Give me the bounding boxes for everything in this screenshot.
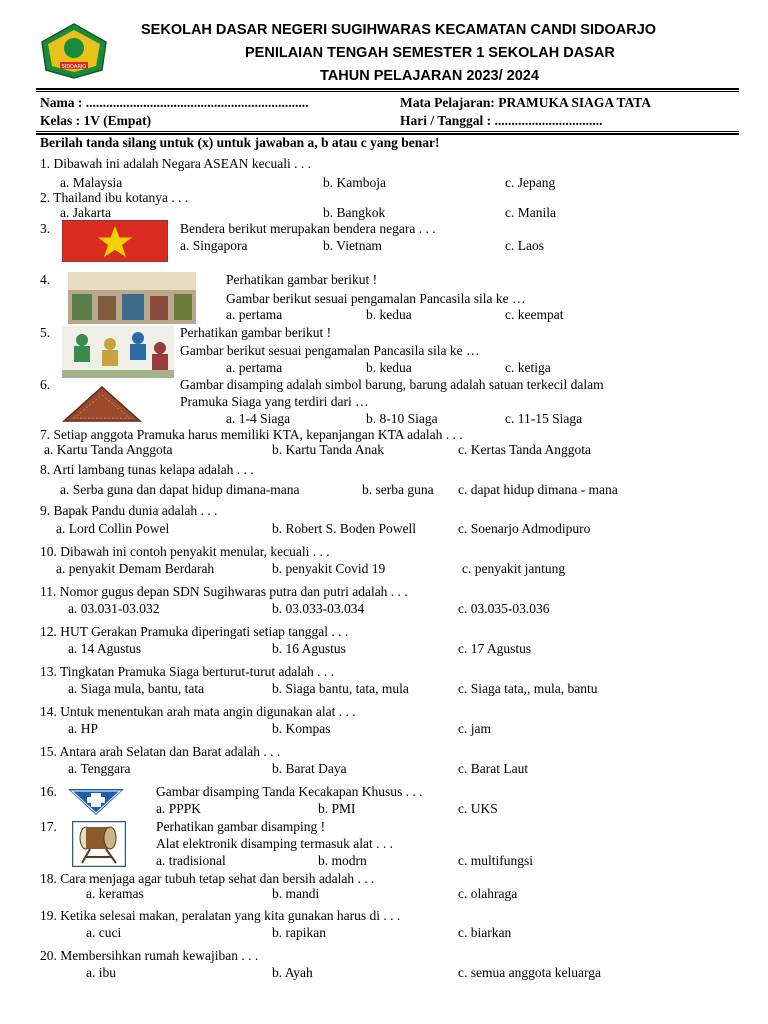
question-5-number: 5. xyxy=(40,325,51,340)
q5-option-c: c. ketiga xyxy=(505,360,551,375)
q3-option-a: a. Singapora xyxy=(180,238,248,253)
question-4: Perhatikan gambar berikut ! xyxy=(226,272,378,287)
question-3: Bendera berikut merupakan bendera negara . . . xyxy=(180,221,436,236)
q5-option-a: a. pertama xyxy=(226,360,283,375)
q7-option-c: c. Kertas Tanda Anggota xyxy=(458,442,592,457)
q13-option-a: a. Siaga mula, bantu, tata xyxy=(68,681,205,696)
question-3-number: 3. xyxy=(40,221,51,236)
vietnam-flag-image xyxy=(62,220,168,262)
q4-option-a: a. pertama xyxy=(226,307,283,322)
q15-option-c: c. Barat Laut xyxy=(458,761,529,776)
q2-option-c: c. Manila xyxy=(505,205,556,220)
instruction: Berilah tanda silang untuk (x) untuk jawaban a, b atau c yang benar! xyxy=(40,135,440,150)
q1-option-a: a. Malaysia xyxy=(60,175,123,190)
field-kelas: Kelas : 1V (Empat) xyxy=(40,113,152,128)
q19-option-a: a. cuci xyxy=(86,925,122,940)
question-12: 12. HUT Gerakan Pramuka diperingati setiap tanggal . . . xyxy=(40,624,349,639)
q10-option-a: a. penyakit Demam Berdarah xyxy=(56,561,215,576)
school-logo xyxy=(38,22,110,80)
question-17: Perhatikan gambar disamping ! xyxy=(156,819,326,834)
header-divider-thick xyxy=(36,88,739,90)
q8-option-c: c. dapat hidup dimana - mana xyxy=(458,482,618,497)
q13-option-c: c. Siaga tata,, mula, bantu xyxy=(458,681,598,696)
q12-option-a: a. 14 Agustus xyxy=(68,641,142,656)
q16-option-b: b. PMI xyxy=(318,801,356,816)
question-10: 10. Dibawah ini contoh penyakit menular, kecuali . . . xyxy=(40,544,330,559)
info-divider-thin xyxy=(36,131,739,132)
q20-option-b: b. Ayah xyxy=(272,965,313,980)
question-11: 11. Nomor gugus depan SDN Sugihwaras putra dan putri adalah . . . xyxy=(40,584,408,599)
q6-option-b: b. 8-10 Siaga xyxy=(366,411,438,426)
barung-triangle-image xyxy=(62,385,142,423)
question-19: 19. Ketika selesai makan, peralatan yang kita gunakan harus di . . . xyxy=(40,908,401,923)
question-20: 20. Membersihkan rumah kewajiban . . . xyxy=(40,948,259,963)
q15-option-a: a. Tenggara xyxy=(68,761,131,776)
q6-option-a: a. 1-4 Siaga xyxy=(226,411,291,426)
q12-option-c: c. 17 Agustus xyxy=(458,641,532,656)
logo-text: SIDOARJO xyxy=(61,64,87,70)
question-5: Perhatikan gambar berikut ! xyxy=(180,325,332,340)
q11-option-c: c. 03.035-03.036 xyxy=(458,601,550,616)
header-line-3: TAHUN PELAJARAN 2023/ 2024 xyxy=(320,68,539,84)
q7-option-a: a. Kartu Tanda Anggota xyxy=(44,442,173,457)
q3-option-b: b. Vietnam xyxy=(323,238,382,253)
question-5-line2: Gambar berikut sesuai pengamalan Pancasila sila ke … xyxy=(180,343,480,358)
q13-option-b: b. Siaga bantu, tata, mula xyxy=(272,681,409,696)
q15-option-b: b. Barat Daya xyxy=(272,761,347,776)
q2-option-b: b. Bangkok xyxy=(323,205,386,220)
q1-option-c: c. Jepang xyxy=(505,175,556,190)
q4-option-c: c. keempat xyxy=(505,307,564,322)
q4-option-b: b. kedua xyxy=(366,307,412,322)
q17-option-b: b. modrn xyxy=(318,853,367,868)
q17-option-c: c. multifungsi xyxy=(458,853,533,868)
q9-option-c: c. Soenarjo Admodipuro xyxy=(458,521,591,536)
q18-option-b: b. mandi xyxy=(272,886,320,901)
q9-option-a: a. Lord Collin Powel xyxy=(56,521,170,536)
q8-option-b: b. serba guna xyxy=(362,482,434,497)
q9-option-b: b. Robert S. Boden Powell xyxy=(272,521,416,536)
question-9: 9. Bapak Pandu dunia adalah . . . xyxy=(40,503,218,518)
q5-photo-image xyxy=(62,326,174,378)
q14-option-a: a. HP xyxy=(68,721,98,736)
q20-option-c: c. semua anggota keluarga xyxy=(458,965,601,980)
q5-option-b: b. kedua xyxy=(366,360,412,375)
question-13: 13. Tingkatan Pramuka Siaga berturut-turut adalah . . . xyxy=(40,664,334,679)
q11-option-a: a. 03.031-03.032 xyxy=(68,601,160,616)
q10-option-c: c. penyakit jantung xyxy=(462,561,566,576)
field-hari: Hari / Tanggal : ................................ xyxy=(400,113,603,128)
q2-option-a: a. Jakarta xyxy=(60,205,111,220)
q1-option-b: b. Kamboja xyxy=(323,175,386,190)
q3-option-c: c. Laos xyxy=(505,238,544,253)
q7-option-b: b. Kartu Tanda Anak xyxy=(272,442,385,457)
question-4-number: 4. xyxy=(40,272,51,287)
question-18: 18. Cara menjaga agar tubuh tetap sehat dan bersih adalah . . . xyxy=(40,871,375,886)
header-divider-thin xyxy=(36,91,739,92)
q16-option-c: c. UKS xyxy=(458,801,498,816)
question-17-line2: Alat elektronik disamping termasuk alat . . . xyxy=(156,836,393,851)
q19-option-c: c. biarkan xyxy=(458,925,512,940)
q19-option-b: b. rapikan xyxy=(272,925,326,940)
question-1: 1. Dibawah ini adalah Negara ASEAN kecuali . . . xyxy=(40,156,312,171)
q18-option-c: c. olahraga xyxy=(458,886,518,901)
q6-option-c: c. 11-15 Siaga xyxy=(505,411,583,426)
header-line-1: SEKOLAH DASAR NEGERI SUGIHWARAS KECAMATAN CANDI SIDOARJO xyxy=(141,22,657,38)
question-8: 8. Arti lambang tunas kelapa adalah . . . xyxy=(40,462,254,477)
question-4-line2: Gambar berikut sesuai pengamalan Pancasila sila ke … xyxy=(226,291,526,306)
pppk-badge-icon xyxy=(68,789,124,815)
question-6-line2: Pramuka Siaga yang terdiri dari … xyxy=(180,394,369,409)
question-16-number: 16. xyxy=(40,784,57,799)
question-16: Gambar disamping Tanda Kecakapan Khusus . . . xyxy=(156,784,423,799)
bedug-drum-image xyxy=(72,821,126,867)
q20-option-a: a. ibu xyxy=(86,965,116,980)
question-6-number: 6. xyxy=(40,377,51,392)
q16-option-a: a. PPPK xyxy=(156,801,202,816)
question-2: 2. Thailand ibu kotanya . . . xyxy=(40,190,189,205)
q8-option-a: a. Serba guna dan dapat hidup dimana-mana xyxy=(60,482,300,497)
q12-option-b: b. 16 Agustus xyxy=(272,641,346,656)
header-line-2: PENILAIAN TENGAH SEMESTER 1 SEKOLAH DASAR xyxy=(245,45,615,61)
field-nama: Nama : .................................................................. xyxy=(40,95,309,110)
question-14: 14. Untuk menentukan arah mata angin digunakan alat . . . xyxy=(40,704,356,719)
q11-option-b: b. 03.033-03.034 xyxy=(272,601,365,616)
q17-option-a: a. tradisional xyxy=(156,853,226,868)
q18-option-a: a. keramas xyxy=(86,886,144,901)
question-7: 7. Setiap anggota Pramuka harus memiliki KTA, kepanjangan KTA adalah . . . xyxy=(40,427,463,442)
q14-option-c: c. jam xyxy=(458,721,491,736)
question-15: 15. Antara arah Selatan dan Barat adalah . . . xyxy=(40,744,281,759)
q14-option-b: b. Kompas xyxy=(272,721,331,736)
q4-photo-image xyxy=(68,272,196,324)
field-mapel: Mata Pelajaran: PRAMUKA SIAGA TATA xyxy=(400,95,651,110)
question-17-number: 17. xyxy=(40,819,57,834)
q10-option-b: b. penyakit Covid 19 xyxy=(272,561,386,576)
question-6: Gambar disamping adalah simbol barung, barung adalah satuan terkecil dalam xyxy=(180,377,604,392)
